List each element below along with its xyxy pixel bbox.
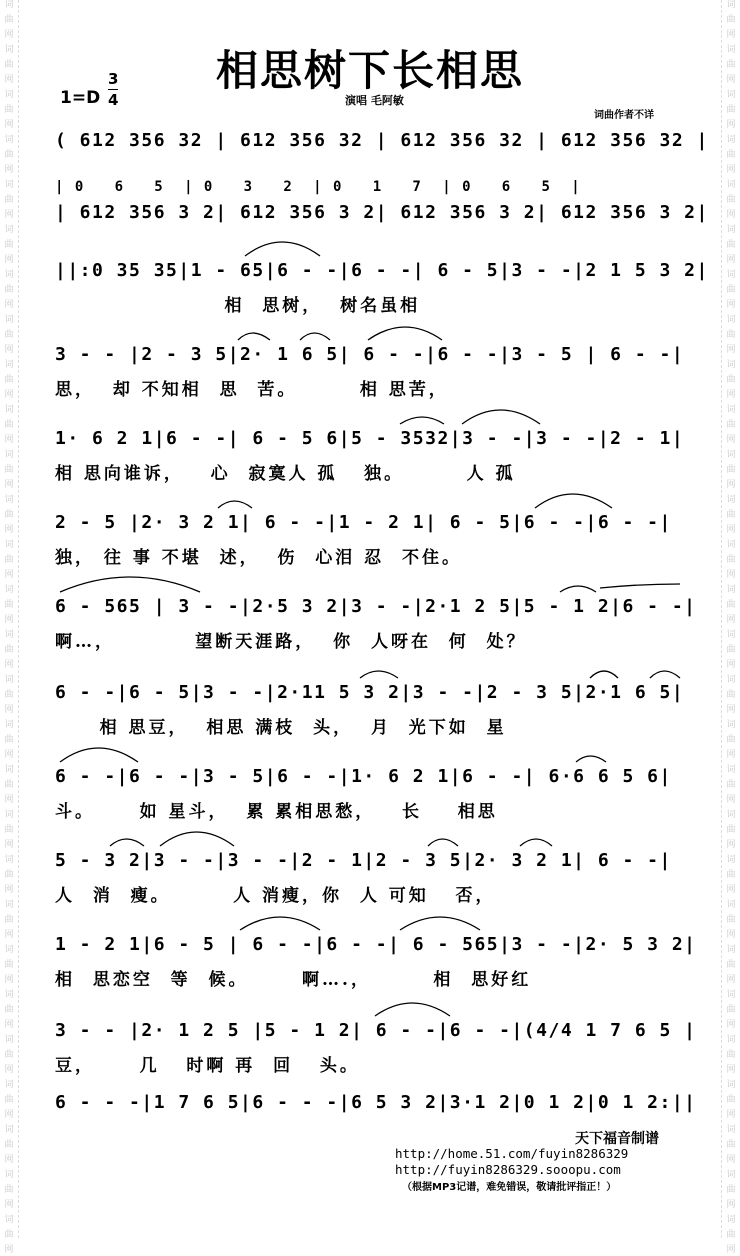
watermark-glyph: 曲 [4,1140,14,1150]
watermark-glyph: 网 [726,255,736,265]
watermark-glyph: 词 [726,225,736,235]
slur [360,671,398,678]
watermark-glyph: 曲 [4,240,14,250]
watermark-glyph: 网 [4,615,14,625]
watermark-glyph: 词 [4,900,14,910]
song-title: 相思树下长相思 [215,46,524,95]
time-signature-top: 3 [108,70,119,88]
watermark-glyph: 网 [726,525,736,535]
watermark-glyph: 网 [726,930,736,940]
slur [245,242,320,256]
score-line-11: 1 - 2 1|6 - 5 | 6 - -|6 - -| 6 - 565|3 - -|2· 5 3 2| [55,934,697,955]
slur [576,756,606,762]
watermark-glyph: 词 [4,0,14,10]
watermark-glyph: 词 [726,405,736,415]
watermark-glyph: 网 [4,750,14,760]
watermark-glyph: 曲 [726,600,736,610]
watermark-glyph: 网 [726,1020,736,1030]
watermark-glyph: 曲 [726,870,736,880]
watermark-glyph: 网 [4,930,14,940]
watermark-glyph: 网 [4,120,14,130]
watermark-glyph: 网 [4,30,14,40]
watermark-glyph: 曲 [4,465,14,475]
watermark-glyph: 曲 [4,105,14,115]
lyric-line-8: 人 消 瘦。 人 消瘦，你 人 可知 否， [55,886,496,906]
watermark-glyph: 曲 [4,870,14,880]
watermark-glyph: 网 [726,705,736,715]
watermark-glyph: 词 [726,900,736,910]
watermark-glyph: 词 [726,1080,736,1090]
composer-credit: 词曲作者不详 [594,110,654,121]
watermark-glyph: 词 [726,450,736,460]
slur [650,671,680,678]
watermark-glyph: 曲 [4,825,14,835]
watermark-glyph: 网 [726,210,736,220]
lyric-line-3: 相 思向谁诉， 心 寂寞人 孤 独。 人 孤 [55,464,516,484]
watermark-glyph: 曲 [4,420,14,430]
watermark-glyph: 网 [4,255,14,265]
watermark-glyph: 网 [726,1110,736,1120]
watermark-glyph: 词 [726,990,736,1000]
watermark-glyph: 曲 [726,645,736,655]
watermark-glyph: 网 [4,1020,14,1030]
watermark-glyph: 词 [4,405,14,415]
score-line-3: ||:0 35 35|1 - 65|6 - -|6 - -| 6 - 5|3 - -|2 1 5 3 2| [55,260,709,281]
watermark-glyph: 词 [4,855,14,865]
watermark-glyph: 词 [726,945,736,955]
score-line-10: 5 - 3 2|3 - -|3 - -|2 - 1|2 - 3 5|2· 3 2 1| 6 - -| [55,850,672,871]
watermark-glyph: 曲 [726,150,736,160]
watermark-glyph: 词 [4,585,14,595]
watermark-glyph: 词 [4,1170,14,1180]
watermark-glyph: 曲 [726,1185,736,1195]
watermark-glyph: 曲 [4,1185,14,1195]
watermark-glyph: 网 [726,75,736,85]
watermark-glyph: 词 [726,1035,736,1045]
watermark-glyph: 曲 [4,690,14,700]
watermark-glyph: 曲 [726,330,736,340]
slur [160,832,234,846]
slur [375,1003,450,1016]
slur [300,333,330,340]
watermark-glyph: 曲 [726,195,736,205]
watermark-glyph: 词 [4,1215,14,1225]
lyric-line-7: 斗。 如 星斗， 累 累相思愁， 长 相思 [55,802,498,822]
slur [535,494,612,508]
watermark-glyph: 网 [726,435,736,445]
watermark-glyph: 曲 [4,60,14,70]
watermark-glyph: 网 [726,30,736,40]
watermark-glyph: 网 [726,120,736,130]
watermark-glyph: 词 [726,1125,736,1135]
watermark-glyph: 词 [726,630,736,640]
lyric-line-4: 独， 往 事 不堪 述， 伤 心泪 忍 不住。 [55,548,463,568]
slur [60,577,200,592]
watermark-glyph: 曲 [726,465,736,475]
watermark-glyph: 曲 [4,555,14,565]
watermark-glyph: 词 [726,720,736,730]
watermark-glyph: 曲 [4,1005,14,1015]
watermark-glyph: 网 [4,1110,14,1120]
slur [400,417,444,424]
watermark-glyph: 曲 [4,15,14,25]
watermark-glyph: 曲 [726,1230,736,1240]
watermark-glyph: 词 [4,270,14,280]
watermark-glyph: 网 [4,1155,14,1165]
watermark-glyph: 曲 [726,960,736,970]
watermark-glyph: 词 [4,540,14,550]
watermark-glyph: 词 [4,315,14,325]
watermark-glyph: 曲 [4,330,14,340]
watermark-glyph: 网 [4,210,14,220]
watermark-glyph: 曲 [726,1005,736,1015]
watermark-glyph: 曲 [4,150,14,160]
watermark-glyph: 词 [4,945,14,955]
slur [600,584,680,588]
watermark-glyph: 网 [726,750,736,760]
watermark-glyph: 网 [4,75,14,85]
watermark-glyph: 词 [4,495,14,505]
watermark-glyph: 网 [4,705,14,715]
watermark-glyph: 词 [4,720,14,730]
watermark-glyph: 曲 [4,915,14,925]
watermark-glyph: 词 [4,180,14,190]
score-line-1: ( 612 356 32 | 612 356 32 | 612 356 32 | 612 356 32 | [55,130,709,151]
watermark-glyph: 词 [726,45,736,55]
watermark-glyph: 网 [726,345,736,355]
watermark-glyph: 曲 [726,240,736,250]
watermark-glyph: 词 [726,585,736,595]
watermark-glyph: 词 [4,45,14,55]
watermark-glyph: 网 [726,570,736,580]
score-line-2-upper: | 0 6 5 | 0 3 2 | 0 1 7 | 0 6 5 | [55,179,582,195]
watermark-glyph: 曲 [4,735,14,745]
watermark-glyph: 网 [726,165,736,175]
watermark-glyph: 曲 [4,780,14,790]
watermark-glyph: 网 [726,885,736,895]
watermark-glyph: 曲 [4,195,14,205]
watermark-glyph: 词 [726,270,736,280]
watermark-glyph: 词 [726,1215,736,1225]
watermark-glyph: 词 [4,810,14,820]
watermark-glyph: 网 [726,390,736,400]
watermark-glyph: 词 [4,135,14,145]
slur [110,839,144,846]
watermark-glyph: 网 [726,1155,736,1165]
score-line-6: 2 - 5 |2· 3 2 1| 6 - -|1 - 2 1| 6 - 5|6 - -|6 - -| [55,512,672,533]
watermark-glyph: 曲 [726,735,736,745]
watermark-glyph: 词 [726,855,736,865]
watermark-glyph: 网 [4,885,14,895]
watermark-glyph: 词 [726,495,736,505]
watermark-glyph: 网 [726,660,736,670]
watermark-glyph: 网 [4,570,14,580]
watermark-glyph: 曲 [4,375,14,385]
watermark-glyph: 曲 [726,15,736,25]
watermark-glyph: 网 [726,975,736,985]
watermark-glyph: 网 [4,795,14,805]
watermark-glyph: 曲 [4,1095,14,1105]
watermark-glyph: 曲 [4,1230,14,1240]
watermark-glyph: 曲 [726,825,736,835]
watermark-glyph: 网 [4,300,14,310]
watermark-glyph: 网 [4,525,14,535]
lyric-line-9: 相 思恋空 等 候。 啊….， 相 思好红 [55,970,532,990]
watermark-glyph: 词 [726,540,736,550]
watermark-glyph: 曲 [726,105,736,115]
watermark-glyph: 曲 [4,645,14,655]
singer-credit: 演唱 毛阿敏 [345,94,404,107]
score-line-7: 6 - 565 | 3 - -|2·5 3 2|3 - -|2·1 2 5|5 - 1 2|6 - -| [55,596,697,617]
watermark-glyph: 网 [4,660,14,670]
watermark-glyph: 网 [4,345,14,355]
watermark-glyph: 词 [4,225,14,235]
watermark-glyph: 曲 [726,285,736,295]
watermark-glyph: 网 [726,795,736,805]
watermark-glyph: 网 [4,165,14,175]
watermark-glyph: 词 [726,360,736,370]
score-line-5: 1· 6 2 1|6 - -| 6 - 5 6|5 - 3532|3 - -|3 - -|2 - 1| [55,428,685,449]
watermark-glyph: 曲 [726,510,736,520]
watermark-glyph: 词 [4,990,14,1000]
watermark-glyph: 曲 [726,1050,736,1060]
watermark-glyph: 曲 [726,420,736,430]
watermark-glyph: 词 [726,765,736,775]
watermark-glyph: 词 [4,1035,14,1045]
slur [462,410,540,424]
slur [560,586,596,592]
score-line-12: 3 - - |2· 1 2 5 |5 - 1 2| 6 - -|6 - -|(4/4 1 7 6 5 | [55,1020,697,1041]
score-line-4: 3 - - |2 - 3 5|2· 1 6 5| 6 - -|6 - -|3 - 5 | 6 - -| [55,344,685,365]
lyric-line-2: 思， 却 不知相 思 苦。 相 思苦， [55,380,449,400]
slur [218,501,252,508]
watermark-glyph: 网 [4,975,14,985]
time-signature-bottom: 4 [108,91,119,109]
watermark-glyph: 词 [4,360,14,370]
slur [590,671,618,678]
watermark-glyph: 词 [4,630,14,640]
watermark-glyph: 曲 [4,960,14,970]
slur [368,327,442,340]
watermark-glyph: 曲 [726,60,736,70]
watermark-glyph: 曲 [726,690,736,700]
watermark-glyph: 曲 [726,555,736,565]
slur [238,333,270,340]
transcription-note: （根据MP3记谱，难免错误，敬请批评指正！） [402,1182,617,1193]
slur [428,839,458,846]
watermark-glyph: 词 [4,675,14,685]
watermark-glyph: 词 [726,675,736,685]
slur [240,917,320,930]
watermark-glyph: 词 [726,810,736,820]
watermark-glyph: 网 [4,435,14,445]
watermark-glyph: 网 [4,1245,14,1255]
watermark-glyph: 曲 [4,600,14,610]
slur [60,748,138,762]
lyric-line-1: 相 思树， 树名虽相 [55,296,421,316]
watermark-glyph: 网 [4,390,14,400]
watermark-glyph: 词 [726,180,736,190]
watermark-glyph: 网 [4,480,14,490]
brand-credit: 天下福音制谱 [575,1131,659,1147]
watermark-glyph: 词 [726,90,736,100]
watermark-glyph: 网 [726,1065,736,1075]
key-signature: 1=D [60,88,101,108]
watermark-glyph: 词 [4,90,14,100]
watermark-glyph: 网 [4,1200,14,1210]
watermark-glyph: 曲 [4,285,14,295]
watermark-glyph: 网 [726,480,736,490]
watermark-glyph: 词 [726,1170,736,1180]
score-line-9: 6 - -|6 - -|3 - 5|6 - -|1· 6 2 1|6 - -| 6·6 6 5 6| [55,766,672,787]
watermark-glyph: 词 [726,0,736,10]
watermark-glyph: 词 [4,765,14,775]
score-line-2-lower: | 612 356 3 2| 612 356 3 2| 612 356 3 2| 612 356 3 2| [55,202,709,223]
watermark-glyph: 曲 [726,1095,736,1105]
score-line-8: 6 - -|6 - 5|3 - -|2·11 5 3 2|3 - -|2 - 3 5|2·1 6 5| [55,682,685,703]
watermark-glyph: 网 [4,840,14,850]
watermark-glyph: 网 [726,615,736,625]
watermark-glyph: 网 [726,1245,736,1255]
source-url-2[interactable]: http://fuyin8286329.sooopu.com [395,1162,621,1177]
slur [520,839,552,846]
watermark-glyph: 网 [726,840,736,850]
watermark-glyph: 词 [4,450,14,460]
watermark-glyph: 网 [4,1065,14,1075]
lyric-line-10: 豆， 几 时啊 再 回 头。 [55,1056,360,1076]
watermark-glyph: 网 [726,300,736,310]
watermark-glyph: 曲 [726,915,736,925]
slur [400,917,480,930]
watermark-glyph: 词 [726,315,736,325]
watermark-glyph: 曲 [4,1050,14,1060]
watermark-glyph: 词 [4,1125,14,1135]
source-url-1[interactable]: http://home.51.com/fuyin8286329 [395,1146,629,1161]
watermark-glyph: 词 [726,135,736,145]
lyric-line-6: 相 思豆， 相思 满枝 头， 月 光下如 星 [55,718,507,738]
watermark-glyph: 曲 [4,510,14,520]
watermark-glyph: 网 [726,1200,736,1210]
lyric-line-5: 啊…， 望断天涯路， 你 人呀在 何 处？ [55,632,527,652]
watermark-glyph: 曲 [726,1140,736,1150]
watermark-glyph: 曲 [726,780,736,790]
score-line-13: 6 - - -|1 7 6 5|6 - - -|6 5 3 2|3·1 2|0 1 2|0 1 2:|| [55,1092,697,1113]
watermark-glyph: 词 [4,1080,14,1090]
watermark-glyph: 曲 [726,375,736,385]
